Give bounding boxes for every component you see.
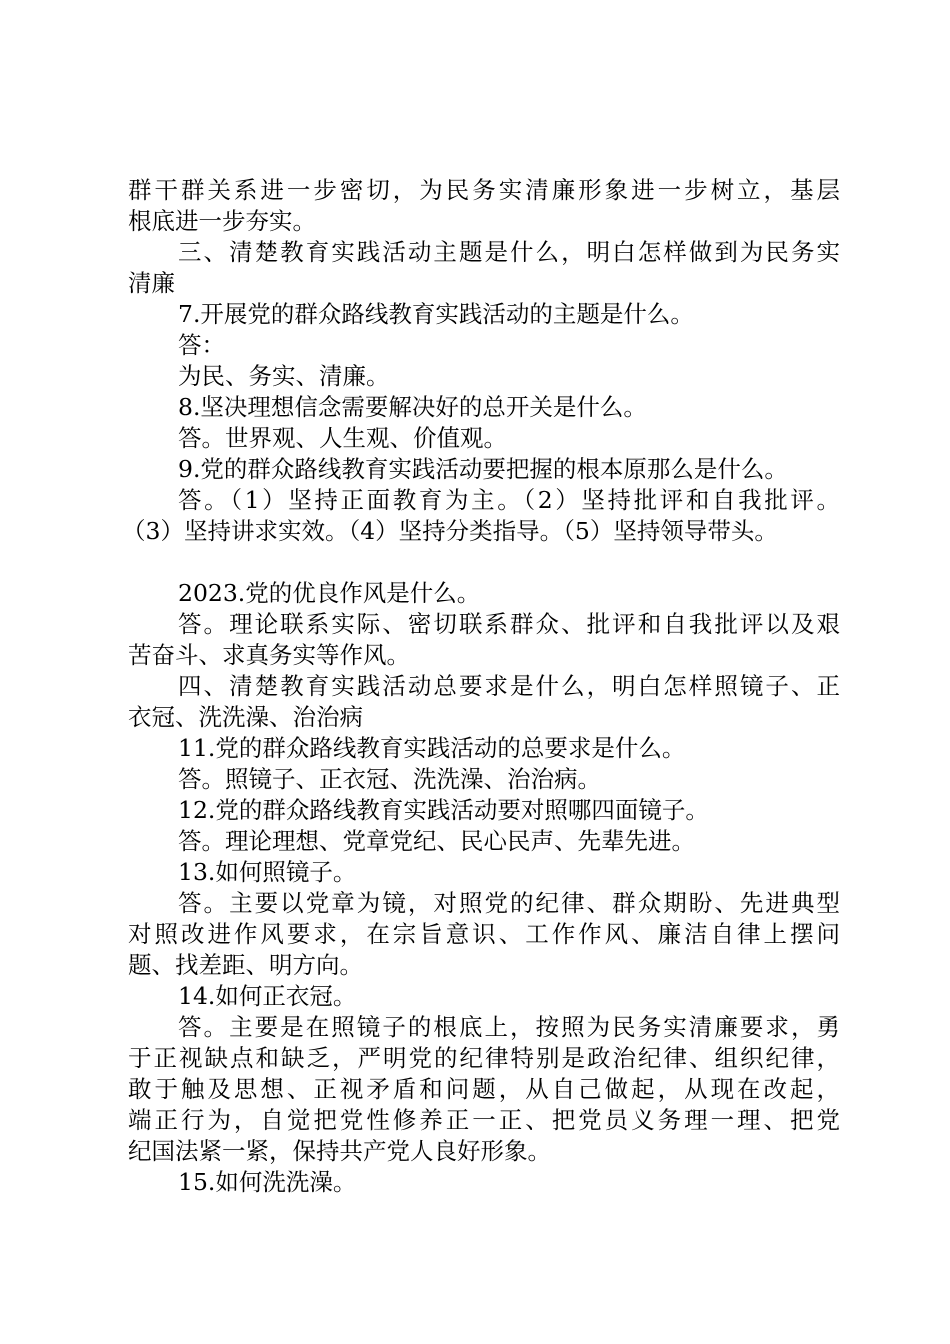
answer-line: 苦奋斗、求真务实等作风。 <box>128 641 410 669</box>
answer-line: 敢于触及思想、正视矛盾和问题，从自己做起，从现在改起， <box>128 1075 840 1103</box>
answer-line: 答： <box>178 331 225 359</box>
question-line: 14.如何正衣冠。 <box>178 982 357 1010</box>
question-line: 13.如何照镜子。 <box>178 858 357 886</box>
question-line: 7.开展党的群众路线教育实践活动的主题是什么。 <box>178 300 694 328</box>
answer-line: 答。主要是在照镜子的根底上，按照为民务实清廉要求，勇 <box>178 1013 840 1041</box>
answer-line: （3）坚持讲求实效。（4）坚持分类指导。（5）坚持领导带头。 <box>122 517 778 545</box>
section-heading: 四、清楚教育实践活动总要求是什么，明白怎样照镜子、正 <box>178 672 840 700</box>
question-line: 12.党的群众路线教育实践活动要对照哪四面镜子。 <box>178 796 709 824</box>
answer-line: 答。照镜子、正衣冠、洗洗澡、治治病。 <box>178 765 601 793</box>
question-line: 2023.党的优良作风是什么。 <box>178 579 481 607</box>
answer-line: 答。（1）坚持正面教育为主。（2）坚持批评和自我批评。 <box>178 486 840 514</box>
answer-line: 对照改进作风要求，在宗旨意识、工作作风、廉洁自律上摆问 <box>128 920 840 948</box>
answer-line: 于正视缺点和缺乏，严明党的纪律特别是政治纪律、组织纪律， <box>128 1044 840 1072</box>
answer-line: 为民、务实、清廉。 <box>178 362 390 390</box>
question-line: 15.如何洗洗澡。 <box>178 1168 357 1196</box>
answer-line: 纪国法紧一紧，保持共产党人良好形象。 <box>128 1137 551 1165</box>
text-line: 群干群关系进一步密切，为民务实清廉形象进一步树立，基层 <box>128 176 840 204</box>
question-line: 9.党的群众路线教育实践活动要把握的根本原那么是什么。 <box>178 455 788 483</box>
text-line: 根底进一步夯实。 <box>128 207 316 235</box>
answer-line: 答。理论联系实际、密切联系群众、批评和自我批评以及艰 <box>178 610 840 638</box>
answer-line: 题、找差距、明方向。 <box>128 951 363 979</box>
section-heading: 衣冠、洗洗澡、治治病 <box>128 703 363 731</box>
section-heading: 三、清楚教育实践活动主题是什么，明白怎样做到为民务实 <box>178 238 840 266</box>
answer-line: 答。主要以党章为镜，对照党的纪律、群众期盼、先进典型 <box>178 889 840 917</box>
question-line: 8.坚决理想信念需要解决好的总开关是什么。 <box>178 393 647 421</box>
answer-line: 端正行为，自觉把党性修养正一正、把党员义务理一理、把党 <box>128 1106 840 1134</box>
paragraph-gap <box>128 547 840 578</box>
question-line: 11.党的群众路线教育实践活动的总要求是什么。 <box>178 734 686 762</box>
section-heading: 清廉 <box>128 269 175 297</box>
document-body <box>122 175 840 1198</box>
answer-line: 答。世界观、人生观、价值观。 <box>178 424 507 452</box>
answer-line: 答。理论理想、党章党纪、民心民声、先辈先进。 <box>178 827 695 855</box>
